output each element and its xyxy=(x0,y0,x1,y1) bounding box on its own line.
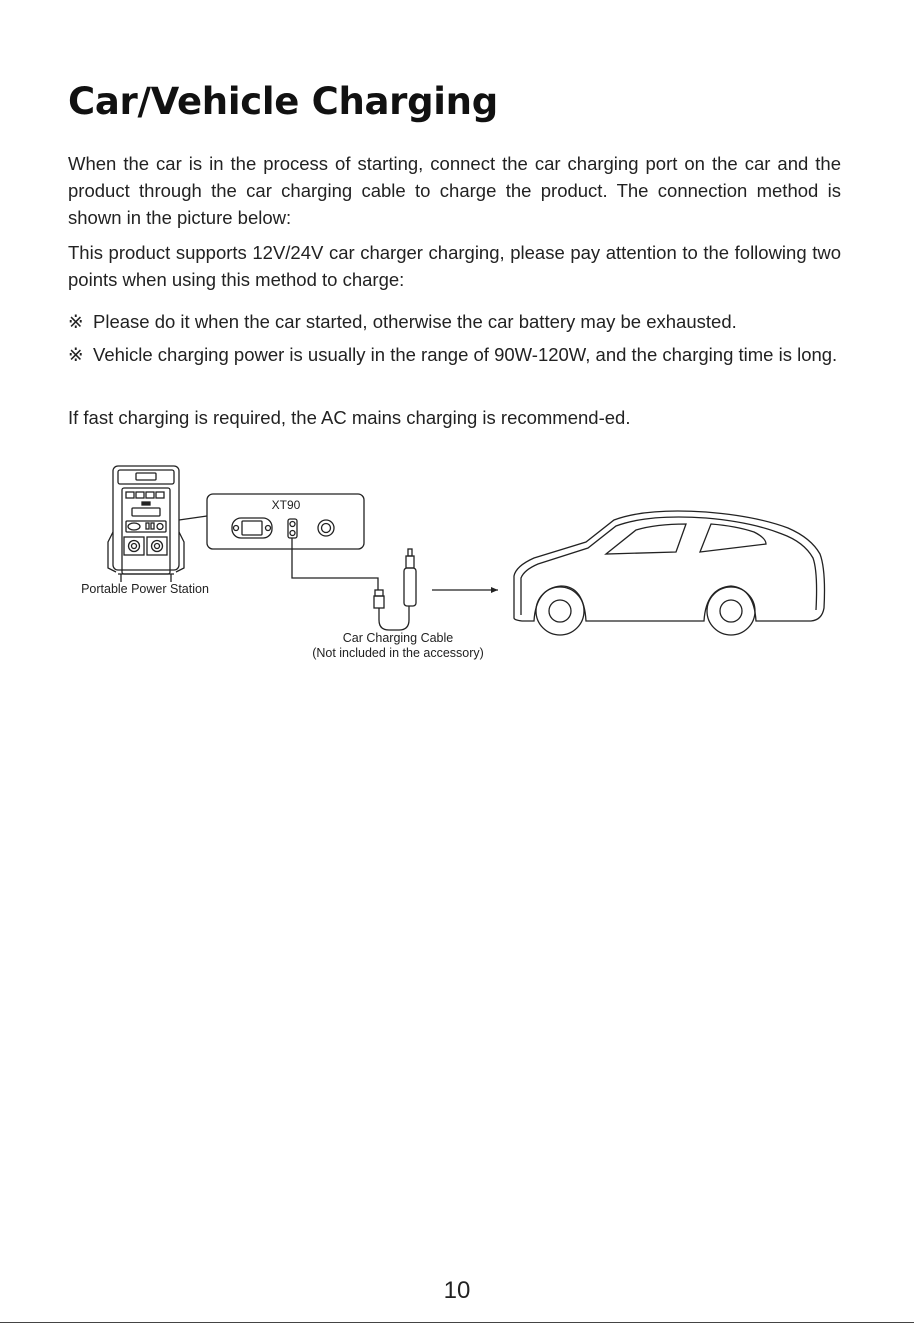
support-paragraph: This product supports 12V/24V car charger charging, please pay attention to the following two points when using this method to charge: xyxy=(68,242,841,290)
note-charging-power xyxy=(68,341,866,368)
charging-cable-illustration xyxy=(292,538,498,630)
fast-charging-paragraph: If fast charging is required, the AC mains charging is recommend-ed. xyxy=(68,407,631,428)
note-text: Vehicle charging power is usually in the range of 90W-120W, and the charging time is long. xyxy=(93,344,838,365)
connection-diagram xyxy=(66,458,846,668)
car-illustration xyxy=(514,511,825,635)
note-mark: ※ xyxy=(68,311,84,332)
power-station-illustration xyxy=(108,466,184,582)
footer-divider xyxy=(0,1322,914,1323)
note-engine-started xyxy=(68,308,866,335)
intro-paragraph: When the car is in the process of starting, connect the car charging port on the car and the product through the car charging cable to charge the product. The connection method is shown in the picture below: xyxy=(68,153,841,228)
port-label: XT90 xyxy=(271,498,301,512)
cable-note: (Not included in the accessory) xyxy=(312,646,484,660)
page-title: Car/Vehicle Charging xyxy=(68,80,498,123)
note-mark: ※ xyxy=(68,344,84,365)
device-label: Portable Power Station xyxy=(81,582,209,596)
cable-label: Car Charging Cable xyxy=(342,631,454,645)
note-text: Please do it when the car started, otherwise the car battery may be exhausted. xyxy=(93,311,737,332)
arrow-head xyxy=(491,587,498,593)
page-number: 10 xyxy=(443,1277,471,1304)
